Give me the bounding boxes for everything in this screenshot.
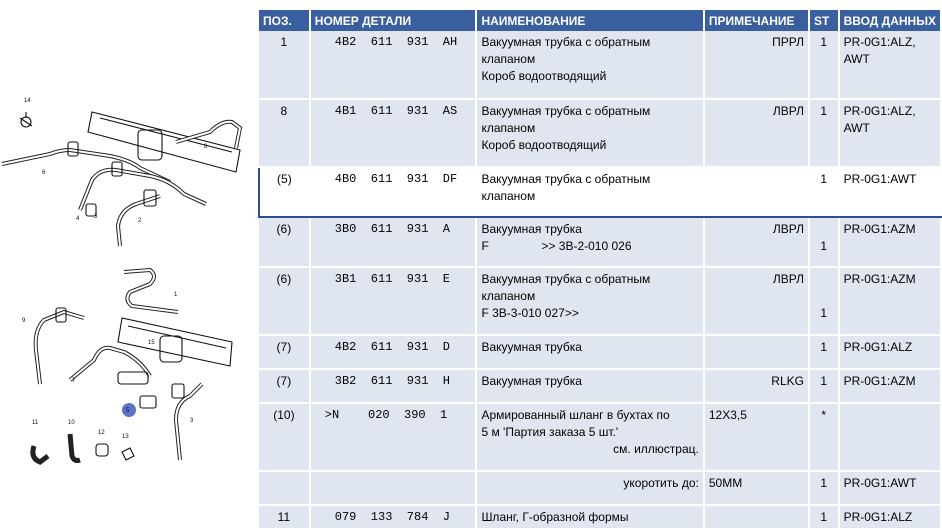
name-line: клапаном [481, 289, 536, 303]
cell-pos: (6) [259, 217, 310, 267]
diagram-label-12: 12 [98, 430, 105, 436]
cell-name [476, 167, 703, 217]
cell-name [476, 335, 703, 369]
cell-part-number: >N 020 390 1 [310, 403, 477, 471]
cell-st: 1 [809, 99, 839, 167]
name-line: Вакуумная трубка [481, 340, 582, 354]
header-pos[interactable]: ПОЗ. [259, 10, 310, 31]
name-f-ref: >> 3B-2-010 026 [541, 239, 632, 253]
table-row[interactable] [259, 335, 941, 369]
table-row[interactable] [259, 369, 941, 403]
cell-part-number [310, 471, 477, 505]
header-note[interactable]: ПРИМЕЧАНИЕ [704, 10, 809, 31]
cell-part-number: 4B0 611 931 DF [310, 167, 477, 217]
name-line [481, 238, 698, 255]
cell-note: ЛВРЛ [704, 267, 809, 335]
cell-pos: (5) [259, 167, 310, 217]
diagram-label-14: 14 [24, 98, 31, 104]
table-row[interactable] [259, 99, 941, 167]
diagram-label-1: 1 [174, 292, 178, 298]
cell-st [809, 217, 839, 267]
cell-name [476, 99, 703, 167]
cell-note [704, 167, 809, 217]
diagram-label-9: 9 [22, 318, 26, 324]
cell-st: 1 [809, 369, 839, 403]
header-part-number[interactable]: НОМЕР ДЕТАЛИ [310, 10, 477, 31]
cell-part-number: 4B1 611 931 AS [310, 99, 477, 167]
diagram-label-3b: 3 [190, 418, 194, 424]
name-line: Вакуумная трубка с обратным [481, 104, 651, 118]
name-line: Вакуумная трубка [481, 222, 582, 236]
cell-st: 1 [809, 167, 839, 217]
cell-part-number: 4B2 611 931 D [310, 335, 477, 369]
cell-note [704, 505, 809, 529]
parts-table [258, 10, 942, 530]
diagram-label-4: 4 [76, 216, 80, 222]
cell-name [476, 217, 703, 267]
cell-name [476, 471, 703, 505]
diagram-label-6: 6 [42, 170, 46, 176]
cell-part-number: 079 133 784 J [310, 505, 477, 529]
table-row-selected[interactable] [259, 167, 941, 217]
cell-input: PR-0G1:ALZ, AWT [839, 99, 941, 167]
name-line: Вакуумная трубка с обратным [481, 172, 651, 186]
diagram-label-3: 3 [94, 214, 98, 220]
cell-input: PR-0G1:AZM [839, 267, 941, 335]
cell-name [476, 31, 703, 99]
diagram-label-5: 5 [126, 408, 130, 414]
name-line: 5 м 'Партия заказа 5 шт.' [481, 425, 619, 439]
diagram-label-7: 7 [72, 378, 76, 384]
name-line: Армированный шланг в бухтах по [481, 408, 670, 422]
diagram-body-upper [138, 130, 162, 160]
cell-name [476, 369, 703, 403]
name-line: F 3B-3-010 027>> [481, 306, 579, 320]
name-line: Шланг, Г-образной формы [481, 510, 629, 524]
cell-note: ПРРЛ [704, 31, 809, 99]
cell-note: RLKG [704, 369, 809, 403]
cell-note: 50MM [704, 471, 809, 505]
name-line: укоротить до: [623, 476, 699, 490]
cell-st: 1 [809, 505, 839, 529]
diagram-label-13: 13 [122, 434, 129, 440]
name-line: клапаном [481, 121, 536, 135]
cell-pos: (7) [259, 335, 310, 369]
name-line: Вакуумная трубка [481, 374, 582, 388]
cell-note: ЛВРЛ [704, 217, 809, 267]
diagram-label-10: 10 [68, 420, 75, 426]
name-line: Короб водоотводящий [481, 138, 607, 152]
diagram-label-11: 11 [32, 420, 39, 426]
cell-pos: (10) [259, 403, 310, 471]
name-line: Вакуумная трубка с обратным [481, 35, 651, 49]
cell-input: PR-0G1:AZM [839, 217, 941, 267]
cell-note: 12X3,5 [704, 403, 809, 471]
cell-st: 1 [809, 471, 839, 505]
diagram-label-2: 2 [138, 218, 142, 224]
name-f: F [481, 239, 489, 253]
diagram-body-lower [160, 336, 182, 362]
cell-note: ЛВРЛ [704, 99, 809, 167]
cell-st: 1 [809, 335, 839, 369]
table-row[interactable] [259, 403, 941, 471]
cell-pos: 8 [259, 99, 310, 167]
cell-input: PR-0G1:AWT [839, 471, 941, 505]
cell-name [476, 403, 703, 471]
cell-pos: (6) [259, 267, 310, 335]
cell-st [809, 267, 839, 335]
name-line: Короб водоотводящий [481, 69, 607, 83]
cell-input: PR-0G1:AWT [839, 167, 941, 217]
cell-input: PR-0G1:ALZ, AWT [839, 31, 941, 99]
cell-st: * [809, 403, 839, 471]
cell-st: 1 [809, 31, 839, 99]
st-value: 1 [820, 306, 828, 320]
cell-part-number: 3B0 611 931 A [310, 217, 477, 267]
name-line: клапаном [481, 52, 536, 66]
cell-part-number: 3B2 611 931 H [310, 369, 477, 403]
header-name[interactable]: НАИМЕНОВАНИЕ [476, 10, 703, 31]
cell-note [704, 335, 809, 369]
table-header-row [259, 10, 941, 31]
cell-input: PR-0G1:ALZ [839, 335, 941, 369]
header-input[interactable]: ВВОД ДАННЫХ [839, 10, 941, 31]
table-row[interactable] [259, 31, 941, 99]
name-line: Вакуумная трубка с обратным [481, 272, 651, 286]
cell-part-number: 3B1 611 931 E [310, 267, 477, 335]
table-row[interactable] [259, 505, 941, 529]
cell-pos [259, 471, 310, 505]
parts-diagram [0, 0, 258, 527]
cell-pos: (7) [259, 369, 310, 403]
cell-name [476, 505, 703, 529]
cell-part-number: 4B2 611 931 AH [310, 31, 477, 99]
table-row[interactable] [259, 217, 941, 267]
cell-pos: 11 [259, 505, 310, 529]
cell-input: PR-0G1:AZM [839, 369, 941, 403]
header-st[interactable]: ST [809, 10, 839, 31]
cell-name [476, 267, 703, 335]
name-line: клапаном [481, 189, 536, 203]
table-row[interactable] [259, 267, 941, 335]
diagram-label-15: 15 [148, 340, 155, 346]
cell-input [839, 403, 941, 471]
name-line: см. иллюстрац. [613, 442, 699, 456]
cell-pos: 1 [259, 31, 310, 99]
diagram-label-8: 8 [204, 144, 208, 150]
cell-input: PR-0G1:ALZ [839, 505, 941, 529]
table-row[interactable] [259, 471, 941, 505]
st-value: 1 [820, 239, 828, 253]
